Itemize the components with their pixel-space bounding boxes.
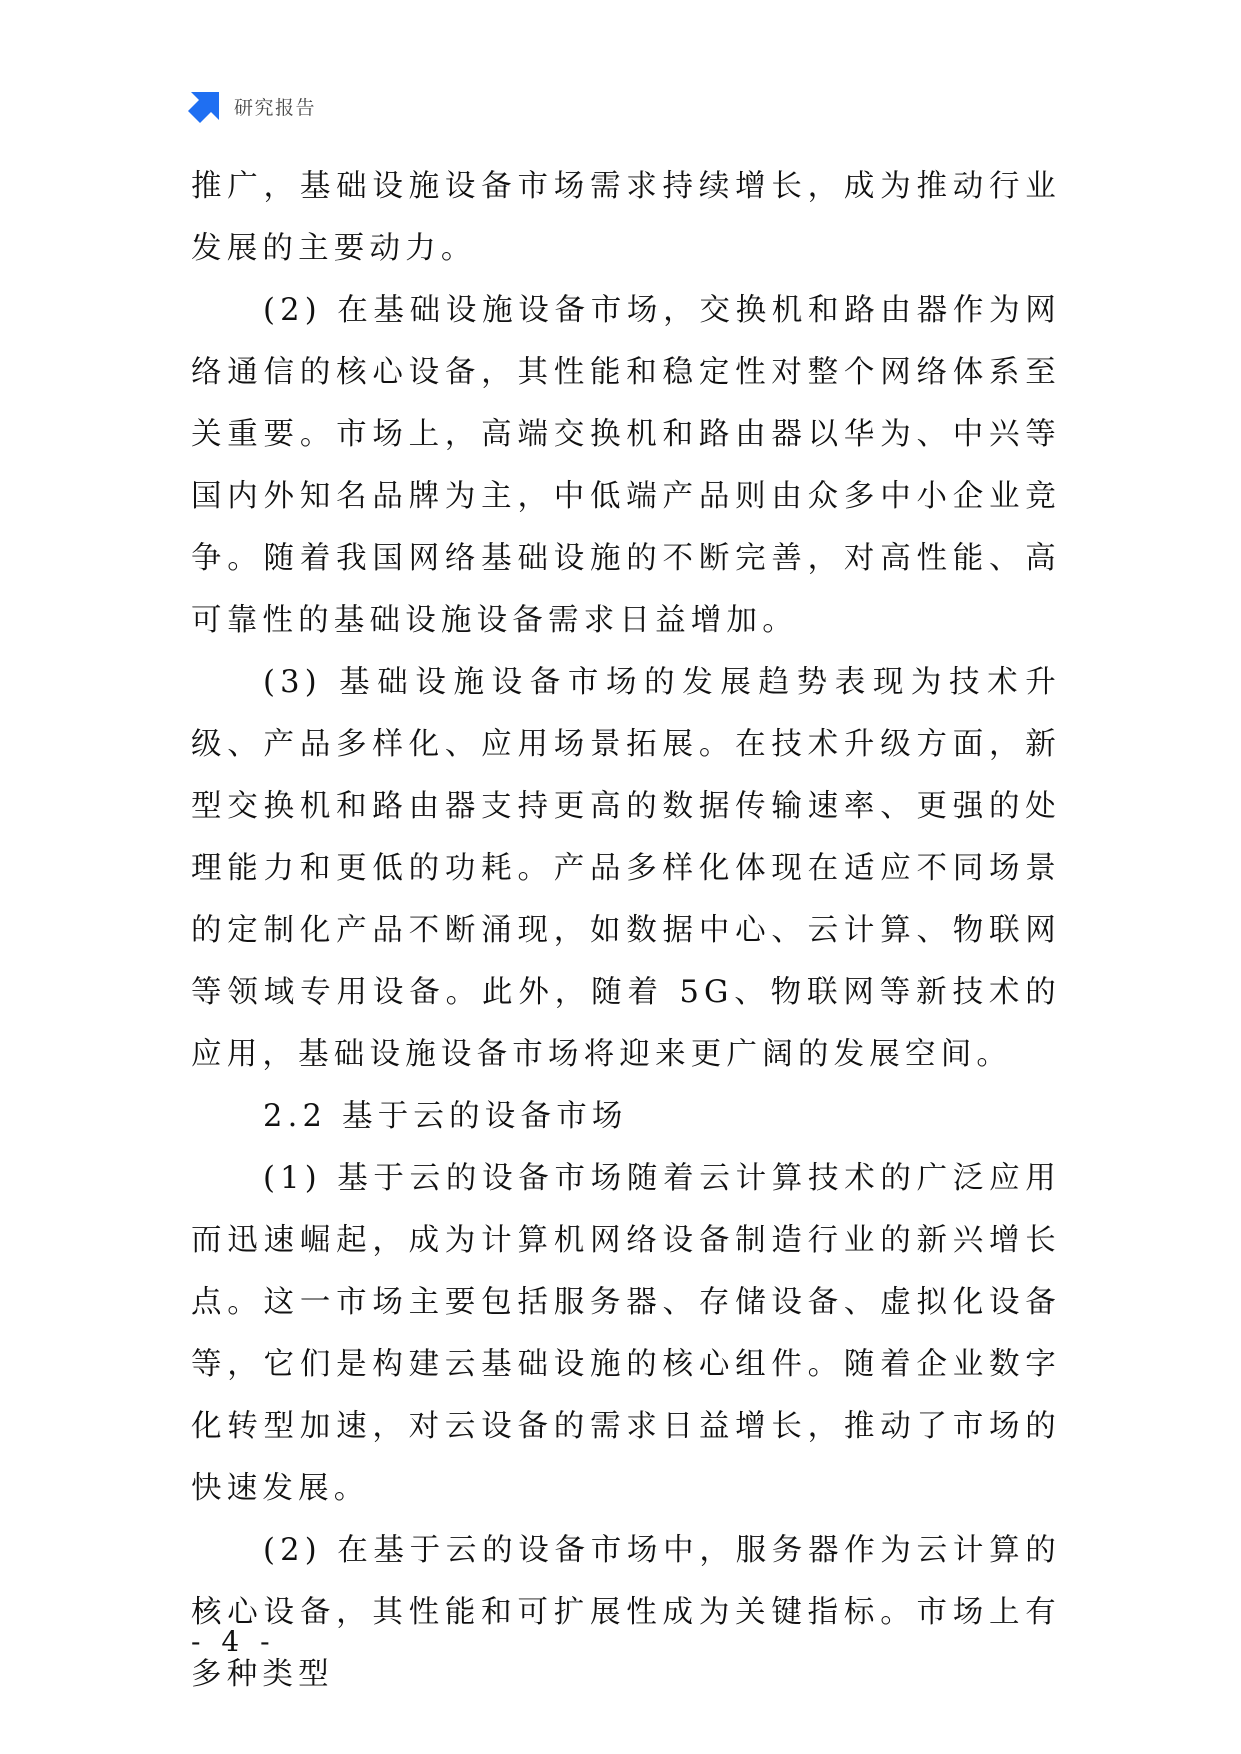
page-number: - 4 - [191, 1625, 276, 1658]
arrow-up-right-icon [188, 89, 222, 123]
paragraph-cloud-2: (2) 在基于云的设备市场中，服务器作为云计算的核心设备，其性能和可扩展性成为关键指标。市场上有多种类型 [191, 1533, 1061, 1692]
header-title: 研究报告 [234, 96, 317, 119]
paragraph-infrastructure-2: (2) 在基础设施设备市场，交换机和路由器作为网络通信的核心设备，其性能和稳定性对整个网络体系至关重要。市场上，高端交换机和路由器以华为、中兴等国内外知名品牌为主，中低端产品则由众多中小企业竞争。随着我国网络基础设施的不断完善，对高性能、高可靠性的基础设施设备需求日益增加。 [191, 293, 1061, 638]
paragraph-infrastructure-3: (3) 基础设施设备市场的发展趋势表现为技术升级、产品多样化、应用场景拓展。在技术升级方面，新型交换机和路由器支持更高的数据传输速率、更强的处理能力和更低的功耗。产品多样化体现在适应不同场景的定制化产品不断涌现，如数据中心、云计算、物联网等领域专用设备。此外，随着 5G、物联网等新技术的应用，基础设施设备市场将迎来更广阔的发展空间。 [191, 665, 1061, 1072]
section-heading-2-2: 2.2 基于云的设备市场 [263, 1099, 628, 1134]
document-body [191, 156, 1061, 1706]
paragraph-continuation: 推广，基础设施设备市场需求持续增长，成为推动行业发展的主要动力。 [191, 169, 1061, 266]
report-header [188, 86, 316, 126]
paragraph-cloud-1: (1) 基于云的设备市场随着云计算技术的广泛应用而迅速崛起，成为计算机网络设备制造行业的新兴增长点。这一市场主要包括服务器、存储设备、虚拟化设备等，它们是构建云基础设施的核心组件。随着企业数字化转型加速，对云设备的需求日益增长，推动了市场的快速发展。 [191, 1161, 1061, 1506]
